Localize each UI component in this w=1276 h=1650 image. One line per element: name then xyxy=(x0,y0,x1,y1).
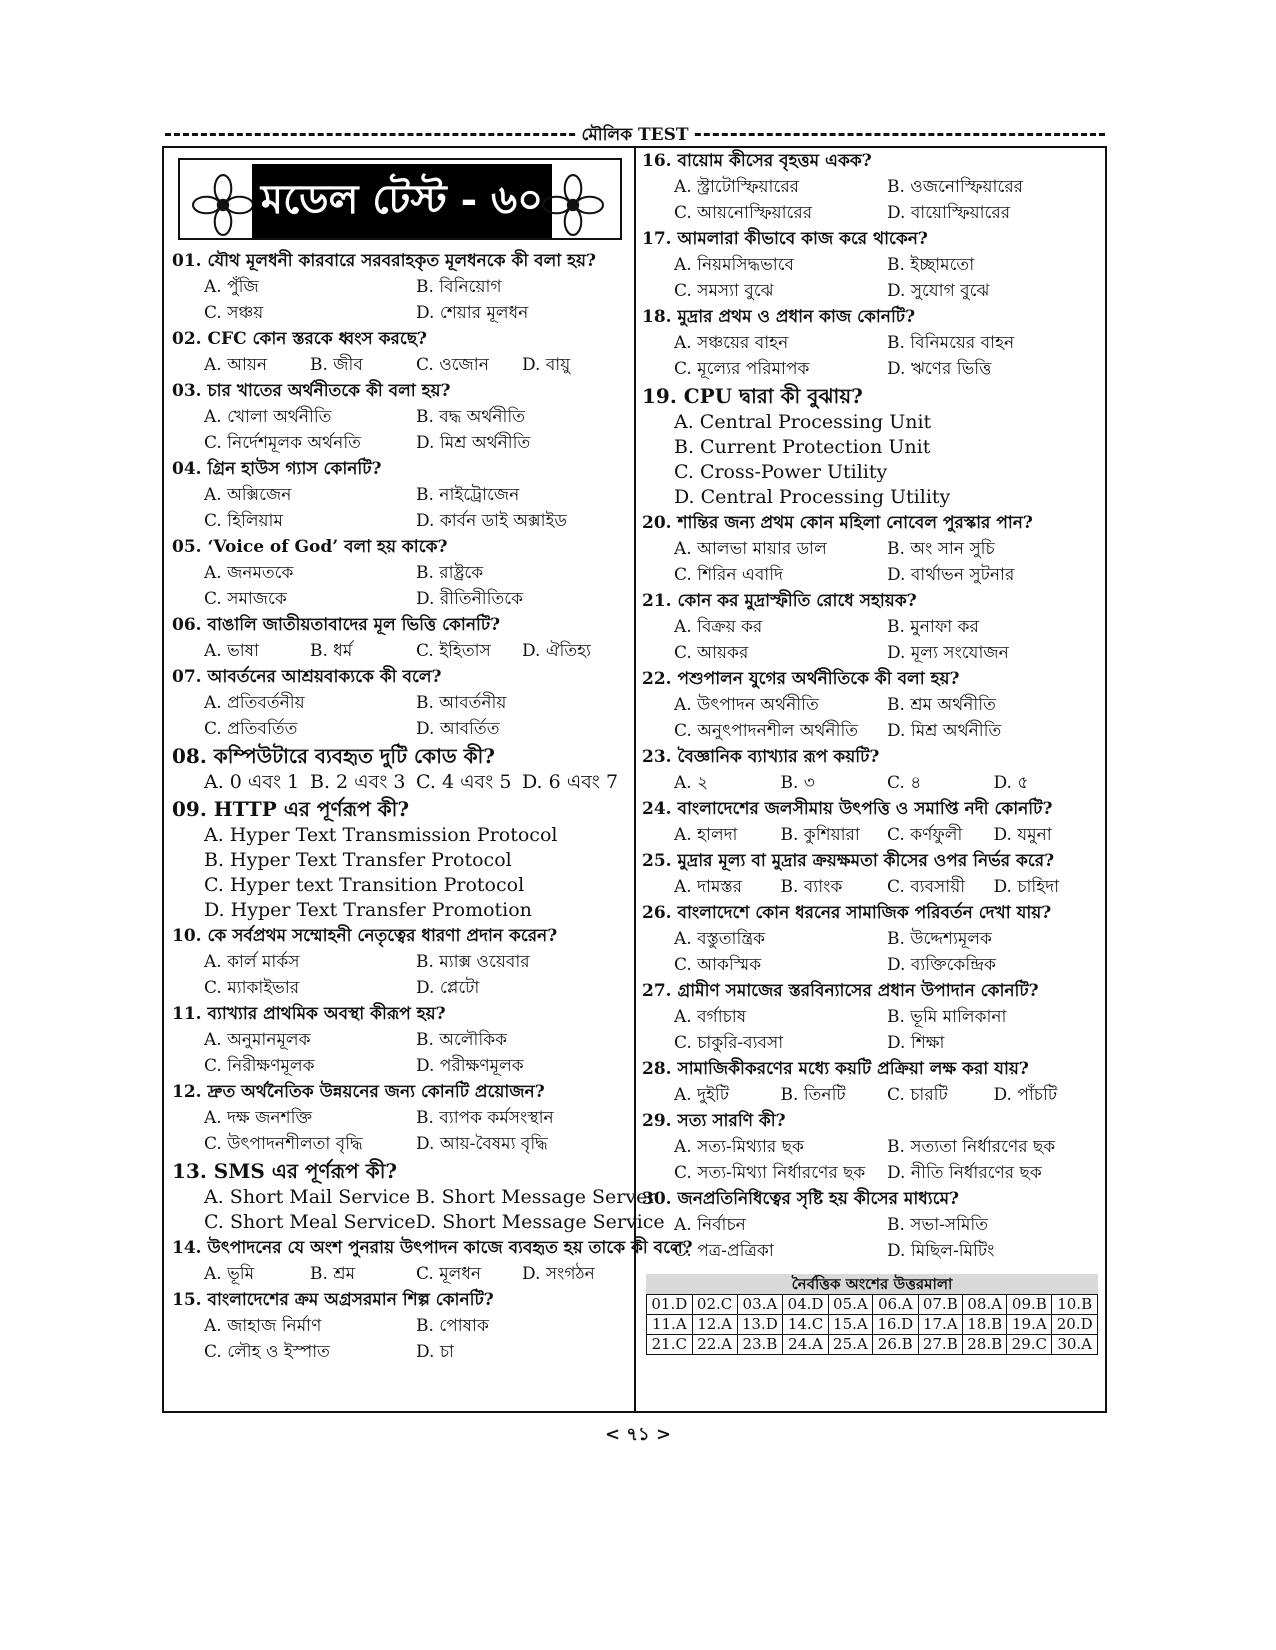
answer-option: B. উদ্দেশ্যমূলক xyxy=(887,929,992,949)
question-text: 17. আমলারা কীভাবে কাজ করে থাকেন? xyxy=(642,229,928,249)
answer-key-cell: 14.C xyxy=(783,1315,829,1335)
question xyxy=(172,664,628,742)
answer-option: A. জনমতকে xyxy=(204,563,294,583)
answer-option: D. মিছিল-মিটিং xyxy=(887,1241,995,1261)
question-text: 08. কম্পিউটারে ব্যবহৃত দুটি কোড কী? xyxy=(172,744,496,768)
answer-key-cell: 02.C xyxy=(692,1295,737,1315)
answer-option: D. শেয়ার মূলধন xyxy=(416,303,529,323)
answer-options xyxy=(172,823,628,923)
question-text: 11. ব্যাখ্যার প্রাথমিক অবস্থা কীরূপ হয়? xyxy=(172,1004,446,1024)
answer-option: A. কার্ল মার্কস xyxy=(204,952,300,972)
answer-option: C. 4 এবং 5 xyxy=(416,771,512,793)
question xyxy=(642,304,1100,382)
answer-option: D. মিশ্র অর্থনীতি xyxy=(887,721,1002,741)
answer-key-cell: 29.C xyxy=(1007,1335,1052,1355)
answer-key-cell: 07.B xyxy=(918,1295,962,1315)
answer-key-cell: 22.A xyxy=(692,1335,737,1355)
answer-option: D. মূল্য সংযোজন xyxy=(887,643,1009,663)
question xyxy=(172,612,628,664)
question-text: 30. জনপ্রতিনিধিত্বের সৃষ্টি হয় কীসের মাধ্যমে? xyxy=(642,1189,959,1209)
answer-option: C. Hyper text Transition Protocol xyxy=(204,874,525,896)
answer-option: D. বার্থাভন সুটনার xyxy=(887,565,1015,585)
answer-option: A. ভূমি xyxy=(204,1264,255,1284)
answer-key-title: নৈর্বত্তিক অংশের উত্তরমালা xyxy=(646,1274,1098,1294)
answer-option: B. কুশিয়ারা xyxy=(780,825,860,845)
answer-option: C. সমাজকে xyxy=(204,589,287,609)
answer-options xyxy=(642,410,1100,510)
question xyxy=(172,1235,693,1287)
answer-options xyxy=(172,1313,628,1365)
answer-option: D. চা xyxy=(416,1342,454,1362)
answer-option: B. আবর্তনীয় xyxy=(416,693,507,713)
question-text: 12. দ্রুত অর্থনৈতিক উন্নয়নের জন্য কোনটি প্রয়োজন? xyxy=(172,1082,545,1102)
answer-options xyxy=(172,949,628,1001)
answer-key-row xyxy=(647,1315,1098,1335)
answer-options xyxy=(642,770,1100,796)
page-header xyxy=(165,124,1105,145)
answer-option: A. উৎপাদন অর্থনীতি xyxy=(674,695,819,715)
answer-key-cell: 03.A xyxy=(737,1295,783,1315)
answer-key-cell: 20.D xyxy=(1052,1315,1098,1335)
test-banner xyxy=(172,152,628,244)
answer-options xyxy=(642,330,1100,382)
answer-option: C. সত্য-মিথ্যা নির্ধারণের ছক xyxy=(674,1163,866,1183)
question xyxy=(172,923,628,1001)
answer-option: D. শিক্ষা xyxy=(887,1033,945,1053)
answer-option: A. অক্সিজেন xyxy=(204,485,292,505)
question-text: 05. ‘Voice of God’ বলা হয় কাকে? xyxy=(172,537,448,557)
answer-key-cell: 08.A xyxy=(962,1295,1006,1315)
answer-option: B. ব্যাংক xyxy=(780,877,843,897)
answer-options xyxy=(172,404,628,456)
banner-title: মডেল টেস্ট - ৬০ xyxy=(252,164,552,238)
answer-option: D. ঐতিহ্য xyxy=(522,641,591,661)
answer-options xyxy=(172,690,628,742)
answer-option: B. বদ্ধ অর্থনীতি xyxy=(416,407,525,427)
question-text: 23. বৈজ্ঞানিক ব্যাখ্যার রূপ কয়টি? xyxy=(642,747,880,767)
answer-option: C. ওজোন xyxy=(416,355,489,375)
answer-key-cell: 26.B xyxy=(872,1335,918,1355)
answer-option: C. মূল্যের পরিমাপক xyxy=(674,359,810,379)
answer-option: C. লৌহ ও ইস্পাত xyxy=(204,1342,330,1362)
answer-option: C. কর্ণফুলী xyxy=(887,825,963,845)
header-label: মৌলিক TEST xyxy=(575,122,694,150)
answer-option: A. বিক্রয় কর xyxy=(674,617,763,637)
answer-options xyxy=(642,536,1100,588)
banner-box xyxy=(178,158,622,240)
answer-key-row xyxy=(647,1335,1098,1355)
answer-options xyxy=(172,352,628,378)
answer-option: A. অনুমানমূলক xyxy=(204,1030,311,1050)
answer-options xyxy=(642,1082,1100,1108)
answer-key-cell: 15.A xyxy=(828,1315,872,1335)
question-text: 01. যৌথ মূলধনী কারবারে সরবরাহকৃত মূলধনকে কী বলা হয়? xyxy=(172,251,597,271)
question-text: 16. বায়োম কীসের বৃহত্তম একক? xyxy=(642,151,872,171)
question xyxy=(642,978,1100,1056)
answer-option: A. 0 এবং 1 xyxy=(204,771,300,793)
question-text: 26. বাংলাদেশে কোন ধরনের সামাজিক পরিবর্তন দেখা যায়? xyxy=(642,903,1052,923)
answer-option: B. Hyper Text Transfer Protocol xyxy=(204,849,512,871)
answer-key-cell: 16.D xyxy=(872,1315,918,1335)
question-text: 10. কে সর্বপ্রথম সম্মোহনী নেতৃত্বের ধারণা প্রদান করেন? xyxy=(172,926,558,946)
answer-option: C. সমস্যা বুঝে xyxy=(674,281,774,301)
right-question-list xyxy=(642,148,1100,1264)
answer-option: B. 2 এবং 3 xyxy=(310,771,406,793)
answer-option: B. তিনটি xyxy=(780,1085,846,1105)
question-text: 02. CFC কোন স্তরকে ধ্বংস করছে? xyxy=(172,329,428,349)
answer-options xyxy=(172,560,628,612)
answer-option: A. দামস্তর xyxy=(674,877,742,897)
answer-options xyxy=(172,1261,628,1287)
answer-option: C. ব্যবসায়ী xyxy=(887,877,966,897)
page-number: < ৭১ > xyxy=(604,1424,672,1445)
answer-key-cell: 27.B xyxy=(918,1335,962,1355)
answer-option: B. শ্রম xyxy=(310,1264,356,1284)
question xyxy=(172,1079,628,1157)
answer-key-cell: 04.D xyxy=(783,1295,829,1315)
question xyxy=(642,510,1100,588)
question xyxy=(172,326,628,378)
answer-option: C. চারটি xyxy=(887,1085,948,1105)
answer-option: D. আবর্তিত xyxy=(416,719,500,739)
answer-key-table xyxy=(646,1294,1098,1355)
answer-option: C. আয়নোস্ফিয়ারের xyxy=(674,203,813,223)
answer-option: D. রীতিনীতিকে xyxy=(416,589,524,609)
answer-option: B. জীব xyxy=(310,355,363,375)
answer-option: B. শ্রম অর্থনীতি xyxy=(887,695,996,715)
question xyxy=(642,848,1100,900)
answer-key-cell: 10.B xyxy=(1052,1295,1098,1315)
answer-options xyxy=(642,926,1100,978)
question xyxy=(172,456,628,534)
question-text: 25. মুদ্রার মূল্য বা মুদ্রার ক্রয়ক্ষমতা কীসের ওপর নির্ভর করে? xyxy=(642,851,1055,871)
answer-options xyxy=(642,1004,1100,1056)
answer-key-cell: 09.B xyxy=(1007,1295,1052,1315)
answer-option: D. নীতি নির্ধারণের ছক xyxy=(887,1163,1042,1183)
answer-option: D. আয়-বৈষম্য বৃদ্ধি xyxy=(416,1134,548,1154)
answer-options xyxy=(642,1134,1100,1186)
answer-option: C. উৎপাদনশীলতা বৃদ্ধি xyxy=(204,1134,363,1154)
answer-options xyxy=(172,1185,665,1235)
answer-option: C. অনুৎপাদনশীল অর্থনীতি xyxy=(674,721,859,741)
answer-option: D. Short Message Service xyxy=(415,1211,665,1233)
answer-option: A. নির্বাচন xyxy=(674,1215,746,1235)
question xyxy=(172,795,628,923)
question xyxy=(172,248,628,326)
right-column xyxy=(642,148,1100,1355)
answer-option: C. হিলিয়াম xyxy=(204,511,283,531)
answer-key-cell: 17.A xyxy=(918,1315,962,1335)
answer-option: B. ভূমি মালিকানা xyxy=(887,1007,1007,1027)
answer-option: A. দক্ষ জনশক্তি xyxy=(204,1108,312,1128)
answer-options xyxy=(642,174,1100,226)
answer-option: D. ব্যক্তিকেন্দ্রিক xyxy=(887,955,996,975)
question xyxy=(642,1186,1100,1264)
answer-option: B. Short Message Server xyxy=(415,1186,657,1208)
answer-key-cell: 25.A xyxy=(828,1335,872,1355)
question-text: 19. CPU দ্বারা কী বুঝায়? xyxy=(642,384,863,408)
answer-option: D. বায়ু xyxy=(522,355,571,375)
answer-option: D. সংগঠন xyxy=(522,1264,595,1284)
answer-option: D. Central Processing Utility xyxy=(674,486,951,508)
answer-key-cell: 06.A xyxy=(872,1295,918,1315)
question-text: 29. সত্য সারণি কী? xyxy=(642,1111,786,1131)
answer-option: D. কার্বন ডাই অক্সাইড xyxy=(416,511,567,531)
answer-option: C. ৪ xyxy=(887,773,922,793)
answer-option: D. মিশ্র অর্থনীতি xyxy=(416,433,531,453)
answer-option: B. ব্যাপক কর্মসংস্থান xyxy=(416,1108,554,1128)
question xyxy=(642,796,1100,848)
answer-option: A. ২ xyxy=(674,773,709,793)
answer-option: B. মুনাফা কর xyxy=(887,617,979,637)
question xyxy=(642,744,1100,796)
answer-option: A. পুঁজি xyxy=(204,277,259,297)
answer-option: C. আয়কর xyxy=(674,643,749,663)
answer-option: D. ঋণের ভিত্তি xyxy=(887,359,992,379)
answer-option: C. Short Meal Service xyxy=(204,1211,416,1233)
question-text: 07. আবর্তনের আশ্রয়বাক্যকে কী বলে? xyxy=(172,667,442,687)
question-text: 18. মুদ্রার প্রথম ও প্রধান কাজ কোনটি? xyxy=(642,307,916,327)
answer-option: C. ম্যাকাইভার xyxy=(204,978,300,998)
answer-option: B. পোষাক xyxy=(416,1316,489,1336)
question xyxy=(642,1056,1100,1108)
answer-key-cell: 19.A xyxy=(1007,1315,1052,1335)
answer-option: C. আকস্মিক xyxy=(674,955,762,975)
answer-options xyxy=(642,692,1100,744)
answer-options xyxy=(642,822,1100,848)
question-text: 28. সামাজিকীকরণের মধ্যে কয়টি প্রক্রিয়া লক্ষ করা যায়? xyxy=(642,1059,1029,1079)
answer-key-cell: 11.A xyxy=(647,1315,693,1335)
question xyxy=(642,666,1100,744)
answer-option: C. প্রতিবর্তিত xyxy=(204,719,298,739)
answer-key-cell: 18.B xyxy=(962,1315,1006,1335)
answer-option: B. বিনিময়ের বাহন xyxy=(887,333,1015,353)
answer-option: A. Central Processing Unit xyxy=(674,411,932,433)
question-text: 14. উৎপাদনের যে অংশ পুনরায় উৎপাদন কাজে ব্যবহৃত হয় তাকে কী বলে? xyxy=(172,1238,693,1258)
question xyxy=(642,1108,1100,1186)
answer-option: C. Cross-Power Utility xyxy=(674,461,888,483)
answer-option: D. ৫ xyxy=(993,773,1029,793)
answer-option: B. ইচ্ছামতো xyxy=(887,255,975,275)
question-text: 03. চার খাতের অর্থনীতকে কী বলা হয়? xyxy=(172,381,451,401)
question-text: 21. কোন কর মুদ্রাস্ফীতি রোধে সহায়ক? xyxy=(642,591,917,611)
question xyxy=(642,148,1100,226)
answer-key-cell: 28.B xyxy=(962,1335,1006,1355)
answer-option: C. শিরিন এবাদি xyxy=(674,565,784,585)
answer-option: A. নিয়মসিদ্ধভাবে xyxy=(674,255,795,275)
flower-icon xyxy=(192,174,254,236)
answer-key-cell: 12.A xyxy=(692,1315,737,1335)
question xyxy=(172,534,628,612)
answer-option: B. বিনিয়োগ xyxy=(416,277,502,297)
answer-option: A. দুইটি xyxy=(674,1085,729,1105)
answer-option: B. অং সান সুচি xyxy=(887,539,995,559)
answer-options xyxy=(642,252,1100,304)
answer-option: B. ৩ xyxy=(780,773,815,793)
answer-key-cell: 21.C xyxy=(647,1335,693,1355)
answer-option: D. প্লেটো xyxy=(416,978,480,998)
answer-option: A. Short Mail Service xyxy=(204,1186,411,1208)
content-frame xyxy=(162,146,1107,1413)
question-text: 04. গ্রিন হাউস গ্যাস কোনটি? xyxy=(172,459,382,479)
answer-key xyxy=(646,1274,1098,1355)
question-text: 13. SMS এর পূর্ণরূপ কী? xyxy=(172,1159,398,1183)
answer-option: B. নাইট্রোজেন xyxy=(416,485,520,505)
answer-option: C. নির্দেশমূলক অর্থনতি xyxy=(204,433,361,453)
answer-options xyxy=(172,274,628,326)
answer-option: B. সভা-সমিতি xyxy=(887,1215,989,1235)
answer-options xyxy=(172,638,628,664)
answer-option: B. Current Protection Unit xyxy=(674,436,931,458)
question xyxy=(642,588,1100,666)
answer-option: C. পত্র-প্রত্রিকা xyxy=(674,1241,774,1261)
answer-options xyxy=(642,614,1100,666)
question-text: 27. গ্রামীণ সমাজের স্তরবিন্যাসের প্রধান উপাদান কোনটি? xyxy=(642,981,1039,1001)
question xyxy=(642,226,1100,304)
answer-key-row xyxy=(647,1295,1098,1315)
answer-key-cell: 13.D xyxy=(737,1315,783,1335)
question xyxy=(172,378,628,456)
question-text: 06. বাঙালি জাতীয়তাবাদের মূল ভিত্তি কোনটি? xyxy=(172,615,501,635)
answer-option: D. 6 এবং 7 xyxy=(522,771,619,793)
answer-key-cell: 05.A xyxy=(828,1295,872,1315)
flower-icon xyxy=(542,174,604,236)
answer-option: A. আয়ন xyxy=(204,355,268,375)
answer-option: A. স্ট্রাটোস্ফিয়ারের xyxy=(674,177,800,197)
answer-option: A. আলভা মায়ার ডাল xyxy=(674,539,827,559)
question xyxy=(642,900,1100,978)
answer-option: D. যমুনা xyxy=(993,825,1052,845)
answer-option: C. ইহিতাস xyxy=(416,641,491,661)
question xyxy=(642,382,1100,510)
answer-option: A. ভাষা xyxy=(204,641,259,661)
question-text: 24. বাংলাদেশের জলসীমায় উৎপত্তি ও সমাপ্তি নদী কোনটি? xyxy=(642,799,1053,819)
answer-option: A. বর্গাচাষ xyxy=(674,1007,747,1027)
question-text: 09. HTTP এর পূর্ণরূপ কী? xyxy=(172,797,410,821)
answer-option: A. সঞ্চয়ের বাহন xyxy=(674,333,789,353)
question-text: 22. পশুপালন যুগের অর্থনীতিকে কী বলা হয়? xyxy=(642,669,960,689)
answer-option: B. ধর্ম xyxy=(310,641,353,661)
answer-key-cell: 01.D xyxy=(647,1295,693,1315)
answer-options xyxy=(172,770,628,795)
answer-option: B. ম্যাক্স ওয়েবার xyxy=(416,952,530,972)
answer-option: C. মূলধন xyxy=(416,1264,481,1284)
answer-option: C. সঞ্চয় xyxy=(204,303,264,323)
answer-option: B. রাষ্ট্রকে xyxy=(416,563,484,583)
answer-options xyxy=(172,1027,628,1079)
answer-option: A. হালদা xyxy=(674,825,738,845)
answer-option: A. জাহাজ নির্মাণ xyxy=(204,1316,322,1336)
question xyxy=(172,1157,665,1235)
answer-option: C. নিরীক্ষণমূলক xyxy=(204,1056,315,1076)
answer-option: B. অলৌকিক xyxy=(416,1030,508,1050)
answer-options xyxy=(172,482,628,534)
question-text: 20. শান্তির জন্য প্রথম কোন মহিলা নোবেল পুরস্কার পান? xyxy=(642,513,1033,533)
answer-option: D. Hyper Text Transfer Promotion xyxy=(204,899,532,921)
answer-option: D. বায়োস্ফিয়ারের xyxy=(887,203,1011,223)
question xyxy=(172,1001,628,1079)
answer-option: D. সুযোগ বুঝে xyxy=(887,281,990,301)
answer-option: A. প্রতিবর্তনীয় xyxy=(204,693,305,713)
answer-options xyxy=(642,874,1100,900)
answer-option: A. সত্য-মিথ্যার ছক xyxy=(674,1137,804,1157)
answer-options xyxy=(172,1105,628,1157)
answer-key-cell: 23.B xyxy=(737,1335,783,1355)
answer-option: A. Hyper Text Transmission Protocol xyxy=(204,824,558,846)
answer-option: B. ওজনোস্ফিয়ারের xyxy=(887,177,1024,197)
question xyxy=(172,1287,628,1365)
answer-option: B. সত্যতা নির্ধারণের ছক xyxy=(887,1137,1056,1157)
question-text: 15. বাংলাদেশের ক্রম অগ্রসরমান শিল্প কোনটি? xyxy=(172,1290,494,1310)
answer-options xyxy=(642,1212,1100,1264)
answer-option: A. বস্তুতান্ত্রিক xyxy=(674,929,766,949)
answer-option: A. খোলা অর্থনীতি xyxy=(204,407,332,427)
question xyxy=(172,742,628,795)
answer-key-cell: 30.A xyxy=(1052,1335,1098,1355)
answer-key-cell: 24.A xyxy=(783,1335,829,1355)
answer-option: D. পাঁচটি xyxy=(993,1085,1058,1105)
answer-option: D. চাহিদা xyxy=(993,877,1060,897)
answer-option: D. পরীক্ষণমূলক xyxy=(416,1056,524,1076)
answer-option: C. চাকুরি-ব্যবসা xyxy=(674,1033,784,1053)
